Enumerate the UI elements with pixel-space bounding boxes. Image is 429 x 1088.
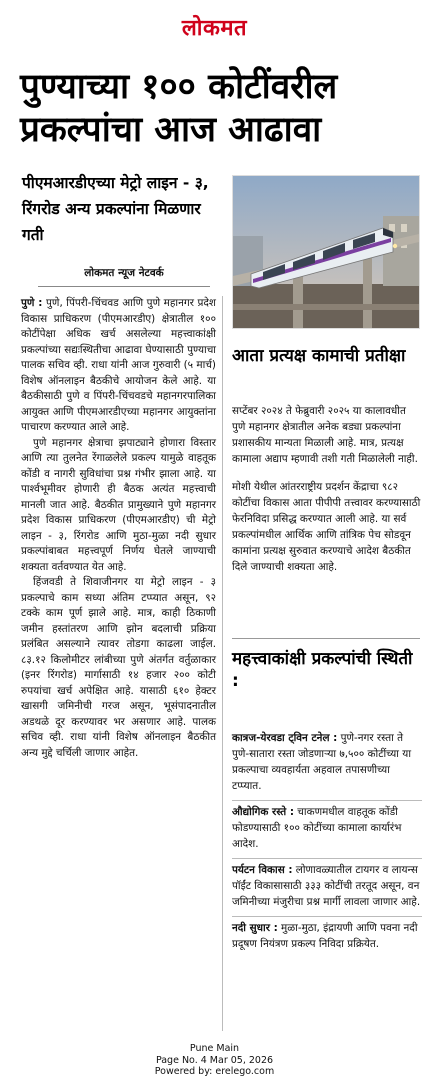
column-divider — [222, 296, 223, 1031]
status-item-label: पर्यटन विकास : — [232, 864, 293, 876]
sidebar-heading: आता प्रत्यक्ष कामाची प्रतीक्षा — [232, 346, 406, 366]
status-item-tourism — [232, 858, 422, 916]
status-item-label: नदी सुधार : — [232, 922, 278, 934]
body-paragraph-3: हिंजवडी ते शिवाजीनगर या मेट्रो लाइन - ३ प्रकल्पाचे काम सध्या अंतिम टप्प्यात असून, ९२ टक्के काम पूर्ण झाले आहे. मात्र, काही ठिकाणी जमीन हस्तांतरण आणि झोन बदलाची प्रक्रिया प्रलंबित असल्याने त्यावर तोडगा काढला जाईल. ८३.१२ किलोमीटर लांबीच्या पुणे अंतर्गत वर्तुळाकार (इनर रिंगरोड) मार्गासाठी १४ हजार २०० कोटी रुपयांचा खर्च अपेक्षित आहे. यासाठी ६१० हेक्टर खासगी जमिनीची गरज असून, भूसंपादनातील अडथळे दूर करण्यावर भर असणार आहे. पालक सचिव व्ही. राधा यांनी विशेष ऑनलाइन बैठकीत अन्य मुद्दे चर्चिली जाणार आहेत. — [21, 576, 216, 759]
status-heading: महत्त्वाकांक्षी प्रकल्पांची स्थिती : — [232, 649, 413, 691]
status-item-label: औद्योगिक रस्ते : — [232, 806, 294, 818]
footer-edition: Pune Main — [189, 1043, 240, 1054]
status-item-label: कात्रज-येरवडा ट्विन टनेल : — [232, 732, 338, 744]
byline: लोकमत न्यूज नेटवर्क — [38, 266, 210, 287]
page-footer — [0, 1043, 429, 1078]
masthead-logo: लोकमत — [181, 15, 248, 41]
status-item-text: लोणावळ्यातील टायगर व लायन्स पॉईंट विकासासाठी ३३३ कोटींची तरतूद असून, वन जमिनीच्या मंजुरीचा प्रश्न मार्गी लावला जाणार आहे. — [232, 864, 421, 908]
sidebar-paragraph-1: सप्टेंबर २०२४ ते फेब्रुवारी २०२५ या कालावधीत पुणे महानगर क्षेत्रातील अनेक बड्या प्रकल्पांना प्रशासकीय मान्यता मिळाली आहे. मात्र, प्रत्यक्ष कामाला अद्याप म्हणावी तशी गती मिळालेली नाही. — [232, 405, 418, 465]
sidebar-divider — [232, 638, 420, 639]
status-item-industrial-roads — [232, 800, 422, 858]
footer-page-date: Page No. 4 Mar 05, 2026 — [155, 1054, 274, 1066]
status-list — [232, 730, 422, 958]
subheadline: पीएमआरडीएच्या मेट्रो लाइन - ३, रिंगरोड अन्य प्रकल्पांना मिळणार गती — [22, 174, 209, 244]
sidebar-paragraph-2: मोशी येथील आंतरराष्ट्रीय प्रदर्शन केंद्राचा ९८२ कोटींचा विकास आता पीपीपी तत्त्वावर करण्यासाठी फेरनिविदा प्रसिद्ध करण्यात आली आहे. या सर्व प्रकल्पांमधील आर्थिक आणि तांत्रिक पेच सोडवून कामांना प्रत्यक्ष सुरुवात करण्याचे आदेश बैठकीत दिले जाण्याची शक्यता आहे. — [232, 481, 421, 573]
status-item-text: चाकणमधील वाहतूक कोंडी फोडण्यासाठी १०० कोटींच्या कामाला कार्यारंभ आदेश. — [232, 806, 402, 850]
body-paragraph-2: पुणे महानगर क्षेत्राचा झपाट्याने होणारा विस्तार आणि त्या तुलनेत रेंगाळलेले प्रकल्प यामुळे वाहतूक कोंडी व नागरी सुविधांचा प्रश्न गंभीर झाला आहे. या पार्श्वभूमीवर होणारी ही बैठक अत्यंत महत्त्वाची मानली जात आहे. बैठकीत प्रामुख्याने पुणे महानगर प्रदेश विकास प्राधिकरण (पीएमआरडीए) ची मेट्रो लाइन - ३, रिंगरोड आणि मुठा-मुळा नदी सुधार प्रकल्पांबाबत महत्त्वपूर्ण निर्णय घेतले जाण्याची शक्यता वर्तवण्यात येत आहे. — [21, 436, 216, 573]
body-paragraph-1-text: पुणे, पिंपरी-चिंचवड आणि पुणे महानगर प्रदेश विकास प्राधिकरण (पीएमआरडीए) क्षेत्रातील १०० कोटींपेक्षा अधिक खर्च असलेल्या महत्त्वाकांक्षी प्रकल्पांच्या सद्यःस्थितीचा आढावा घेण्यासाठी पुण्याचा पालक सचिव व्ही. राधा यांनी आज गुरुवारी (५ मार्च) विशेष ऑनलाइन बैठकीचे आयोजन केले आहे. या बैठकीसाठी पुणे व पिंपरी-चिंचवडचे महानगरपालिका आयुक्त आणि पीएमआरडीएच्या महानगर आयुक्तांना पाचारण करण्यात आले आहे. — [21, 297, 216, 433]
metro-train-image — [233, 176, 419, 328]
footer-powered-link[interactable]: Powered by: erelego.com — [154, 1066, 275, 1077]
status-item-text: मुळा-मुठा, इंद्रायणी आणि पवना नदी प्रदूषण नियंत्रण प्रकल्प निविदा प्रक्रियेत. — [232, 922, 418, 950]
article-body — [21, 296, 216, 761]
headline: पुण्याच्या १०० कोटींवरील प्रकल्पांचा आज आढावा — [20, 67, 338, 150]
status-item-text: पुणे-नगर रस्ता ते पुणे-सातारा रस्ता जोडणाऱ्या ७,५०० कोटींच्या या प्रकल्पाचा व्यवहार्यता अहवाल तपासणीच्या टप्प्यात. — [232, 732, 412, 792]
metro-train-photo — [232, 175, 420, 329]
sidebar-body — [232, 403, 422, 587]
status-item-river — [232, 916, 422, 958]
status-item-twin-tunnel — [232, 730, 422, 800]
body-paragraph-1 — [21, 296, 216, 436]
dateline: पुणे : — [21, 297, 43, 309]
